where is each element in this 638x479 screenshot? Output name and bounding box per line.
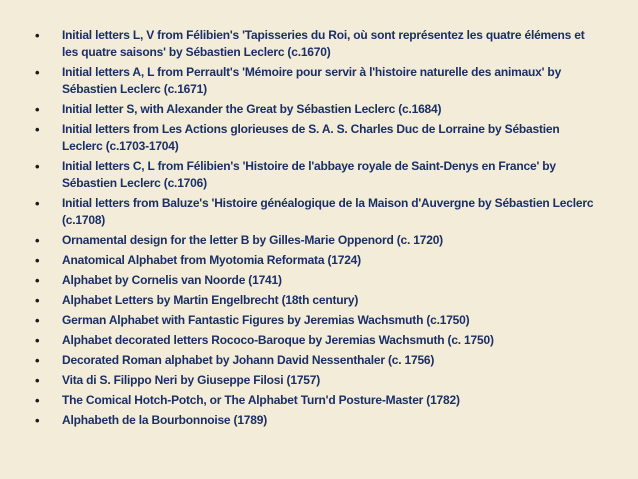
bullet-icon: • — [35, 196, 40, 211]
list-item-text: Alphabeth de la Bourbonnoise (1789) — [62, 413, 268, 427]
bullet-icon: • — [35, 413, 40, 428]
bullet-list — [0, 27, 595, 429]
list-item-text: Alphabet decorated letters Rococo-Baroque by Jeremias Wachsmuth (c. 1750) — [62, 333, 494, 347]
list-item-text: German Alphabet with Fantastic Figures by Jeremias Wachsmuth (c.1750) — [62, 313, 470, 327]
bullet-icon: • — [35, 102, 40, 117]
list-item-text: Decorated Roman alphabet by Johann David Nessenthaler (c. 1756) — [62, 353, 435, 367]
list-item-text: Vita di S. Filippo Neri by Giuseppe Filosi (1757) — [62, 373, 321, 387]
list-item-text: Anatomical Alphabet from Myotomia Reformata (1724) — [62, 253, 361, 267]
list-item — [35, 101, 595, 118]
list-item — [35, 412, 595, 429]
list-item-text: Alphabet by Cornelis van Noorde (1741) — [62, 273, 282, 287]
list-item-text: Initial letters from Les Actions glorieuses de S. A. S. Charles Duc de Lorraine by Sébastien Leclerc (c.1703-1704) — [62, 122, 560, 153]
list-item — [35, 372, 595, 389]
list-item — [35, 121, 595, 155]
bullet-icon: • — [35, 333, 40, 348]
list-item-text: Initial letter S, with Alexander the Great by Sébastien Leclerc (c.1684) — [62, 102, 442, 116]
list-item-text: The Comical Hotch-Potch, or The Alphabet Turn'd Posture-Master (1782) — [62, 393, 460, 407]
bullet-icon: • — [35, 273, 40, 288]
bullet-icon: • — [35, 159, 40, 174]
bullet-icon: • — [35, 293, 40, 308]
bullet-icon: • — [35, 313, 40, 328]
list-item-text: Initial letters C, L from Félibien's 'Histoire de l'abbaye royale de Saint-Denys en France' by Sébastien Leclerc (c.1706) — [62, 159, 556, 190]
bullet-icon: • — [35, 253, 40, 268]
list-item-text: Alphabet Letters by Martin Engelbrecht (18th century) — [62, 293, 359, 307]
list-item — [35, 252, 595, 269]
list-item — [35, 352, 595, 369]
list-item-text: Initial letters L, V from Félibien's 'Tapisseries du Roi, où sont représentez les quatre élémens et les quatre saisons' by Sébastien Leclerc (c.1670) — [62, 28, 585, 59]
list-item — [35, 332, 595, 349]
list-item-text: Ornamental design for the letter B by Gilles-Marie Oppenord (c. 1720) — [62, 233, 443, 247]
list-item — [35, 195, 595, 229]
list-item — [35, 292, 595, 309]
list-item — [35, 312, 595, 329]
list-item — [35, 64, 595, 98]
list-item — [35, 392, 595, 409]
bullet-icon: • — [35, 233, 40, 248]
bullet-icon: • — [35, 353, 40, 368]
bullet-icon: • — [35, 65, 40, 80]
list-item-text: Initial letters from Baluze's 'Histoire généalogique de la Maison d'Auvergne by Sébastien Leclerc (c.1708) — [62, 196, 594, 227]
bullet-icon: • — [35, 122, 40, 137]
list-item — [35, 232, 595, 249]
bullet-icon: • — [35, 393, 40, 408]
list-item — [35, 158, 595, 192]
list-item — [35, 272, 595, 289]
list-item — [35, 27, 595, 61]
bullet-icon: • — [35, 28, 40, 43]
bullet-icon: • — [35, 373, 40, 388]
list-item-text: Initial letters A, L from Perrault's 'Mémoire pour servir à l'histoire naturelle des animaux' by Sébastien Leclerc (c.1671) — [62, 65, 562, 96]
